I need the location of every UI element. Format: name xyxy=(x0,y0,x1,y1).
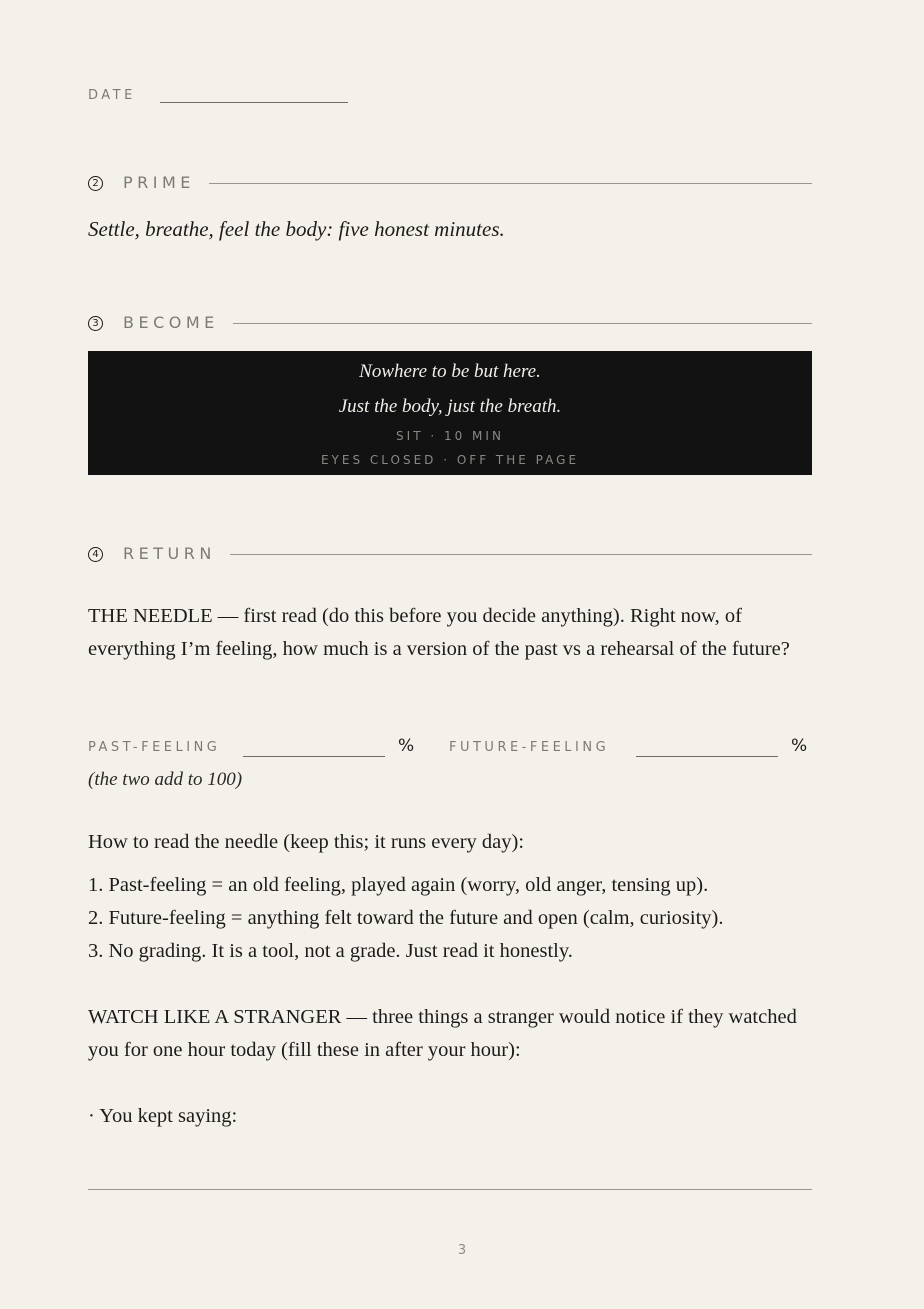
meditation-duration: SIT · 10 MIN xyxy=(396,429,504,443)
page-number: 3 xyxy=(457,1243,467,1258)
meditation-box xyxy=(88,351,812,475)
past-feeling-input-line[interactable] xyxy=(243,756,385,757)
section-number-badge: 4 xyxy=(88,547,103,562)
section-divider xyxy=(233,323,812,324)
section-number-badge: 3 xyxy=(88,316,103,331)
kept-saying-prompt: · You kept saying: xyxy=(88,1105,238,1127)
future-feeling-unit: % xyxy=(791,736,808,756)
section-header-return xyxy=(88,543,812,565)
section-title-return: RETURN xyxy=(123,544,216,563)
sum-note: (the two add to 100) xyxy=(88,769,243,790)
list-item: 1. Past-feeling = an old feeling, played again (worry, old anger, tensing up). xyxy=(88,874,709,896)
section-divider xyxy=(209,183,812,184)
answer-line[interactable] xyxy=(88,1189,812,1190)
section-number-badge: 2 xyxy=(88,176,103,191)
future-feeling-label: FUTURE-FEELING xyxy=(449,740,610,755)
past-feeling-unit: % xyxy=(398,736,415,756)
meditation-instruction: EYES CLOSED · OFF THE PAGE xyxy=(320,453,580,467)
section-header-prime xyxy=(88,172,812,194)
list-item: 2. Future-feeling = anything felt toward the future and open (calm, curiosity). xyxy=(88,907,724,929)
section-title-prime: PRIME xyxy=(123,173,195,192)
past-feeling-label: PAST-FEELING xyxy=(88,740,221,755)
prime-instruction: Settle, breathe, feel the body: five honest minutes. xyxy=(88,217,505,241)
needle-paragraph: THE NEEDLE — first read (do this before you decide anything). Right now, of everything I’m feeling, how much is a version of the past vs a rehearsal of the future? xyxy=(88,605,790,660)
date-label: DATE xyxy=(88,88,136,103)
list-item: 3. No grading. It is a tool, not a grade. Just read it honestly. xyxy=(88,940,573,962)
stranger-paragraph: WATCH LIKE A STRANGER — three things a stranger would notice if they watched you for one hour today (fill these in after your hour): xyxy=(88,1006,797,1061)
section-divider xyxy=(230,554,812,555)
howto-title: How to read the needle (keep this; it runs every day): xyxy=(88,831,525,853)
section-title-become: BECOME xyxy=(123,313,219,332)
section-header-become xyxy=(88,312,812,334)
howto-list xyxy=(88,869,818,968)
date-input-line[interactable] xyxy=(160,102,348,103)
future-feeling-input-line[interactable] xyxy=(636,756,778,757)
meditation-line-1: Nowhere to be but here. xyxy=(359,361,541,382)
meditation-line-2: Just the body, just the breath. xyxy=(338,396,562,417)
